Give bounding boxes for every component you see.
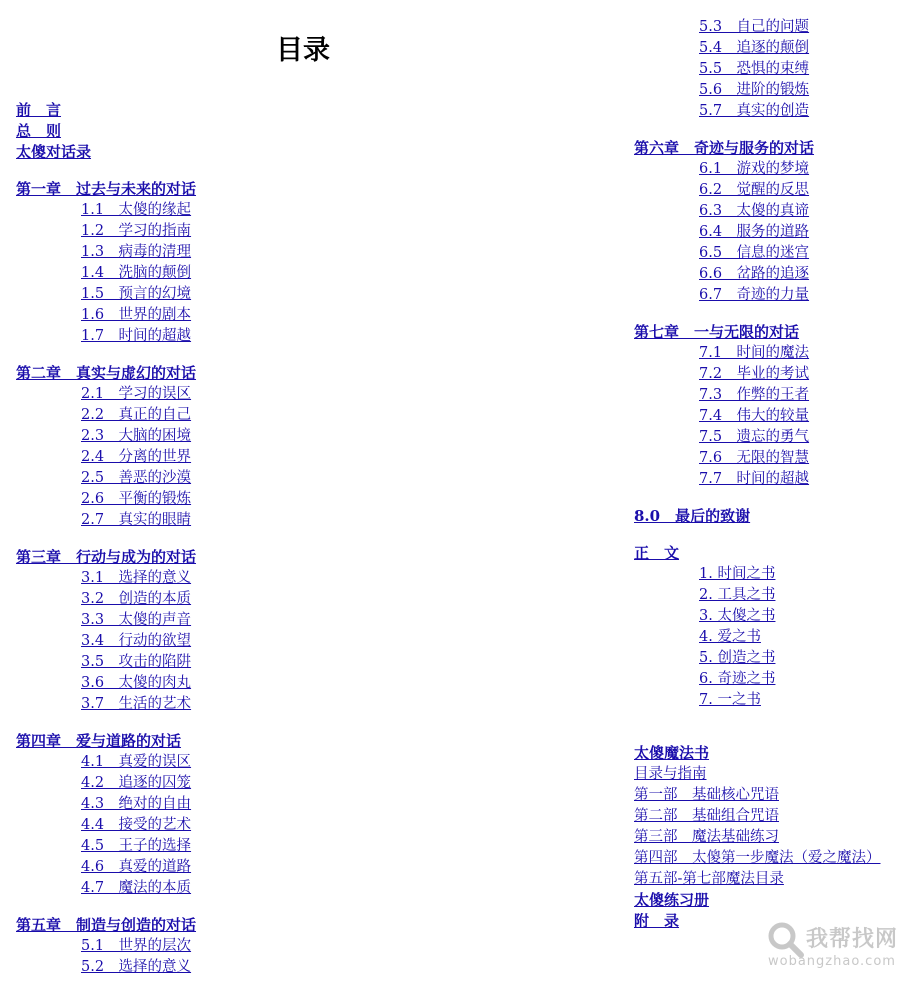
- toc-section-link[interactable]: 3.7 生活的艺术: [81, 696, 192, 712]
- toc-chapter-5-continued: [634, 17, 919, 122]
- toc-section-link[interactable]: 6.5 信息的迷宫: [699, 245, 810, 261]
- toc-link-preface[interactable]: 前 言: [16, 101, 62, 119]
- toc-magic-items: [634, 764, 919, 890]
- toc-section-link[interactable]: 2. 工具之书: [699, 587, 776, 603]
- toc-section-link[interactable]: 3.2 创造的本质: [81, 591, 192, 607]
- toc-section-link[interactable]: 1.4 洗脑的颠倒: [81, 265, 192, 281]
- toc-section-link[interactable]: 2.2 真正的自己: [81, 407, 192, 423]
- toc-section-link[interactable]: 7.4 伟大的较量: [699, 408, 810, 424]
- toc-section-link[interactable]: 4.5 王子的选择: [81, 838, 192, 854]
- toc-section-link[interactable]: 3.3 太傻的声音: [81, 612, 192, 628]
- toc-chapter-heading[interactable]: 正 文: [634, 544, 680, 562]
- toc-link-general[interactable]: 总 则: [16, 122, 62, 140]
- toc-section-link[interactable]: 6.4 服务的道路: [699, 224, 810, 240]
- watermark-text: 我帮找网: [806, 927, 899, 952]
- toc-section-link[interactable]: 5.4 追逐的颠倒: [699, 40, 810, 56]
- toc-chapter-heading[interactable]: 第二章 真实与虚幻的对话: [16, 364, 197, 382]
- toc-magic-item-link[interactable]: 第三部 魔法基础练习: [634, 829, 779, 845]
- toc-section-link[interactable]: 2.4 分离的世界: [81, 449, 192, 465]
- toc-section-link[interactable]: 3.4 行动的欲望: [81, 633, 192, 649]
- toc-chapter-7: [634, 322, 919, 490]
- toc-section-link[interactable]: 6.6 岔路的追逐: [699, 266, 810, 282]
- toc-section-link[interactable]: 1. 时间之书: [699, 566, 776, 582]
- toc-section-link[interactable]: 2.5 善恶的沙漠: [81, 470, 192, 486]
- toc-section-link[interactable]: 4.2 追逐的囚笼: [81, 775, 192, 791]
- toc-link-magic-book[interactable]: 太傻魔法书: [634, 744, 710, 762]
- toc-section-link[interactable]: 5.2 选择的意义: [81, 959, 192, 975]
- toc-section-link[interactable]: 7. 一之书: [699, 692, 761, 708]
- toc-main-text: [634, 543, 919, 711]
- toc-section-link[interactable]: 5.6 进阶的锻炼: [699, 82, 810, 98]
- toc-section-link[interactable]: 4.7 魔法的本质: [81, 880, 192, 896]
- toc-section-link[interactable]: 7.2 毕业的考试: [699, 366, 810, 382]
- toc-magic-item-link[interactable]: 目录与指南: [634, 766, 707, 782]
- toc-section-link[interactable]: 4.3 绝对的自由: [81, 796, 192, 812]
- toc-chapter-heading[interactable]: 第五章 制造与创造的对话: [16, 916, 197, 934]
- toc-section-link[interactable]: 1.7 时间的超越: [81, 328, 192, 344]
- toc-section-link[interactable]: 6.2 觉醒的反思: [699, 182, 810, 198]
- toc-section-link[interactable]: 5.3 自己的问题: [699, 19, 810, 35]
- toc-section-link[interactable]: 5. 创造之书: [699, 650, 776, 666]
- toc-section-link[interactable]: 5.7 真实的创造: [699, 103, 810, 119]
- toc-chapter-3: [16, 547, 576, 715]
- toc-section-link[interactable]: 6.3 太傻的真谛: [699, 203, 810, 219]
- toc-section-link[interactable]: 1.5 预言的幻境: [81, 286, 192, 302]
- toc-section-link[interactable]: 7.5 遗忘的勇气: [699, 429, 810, 445]
- toc-section-link[interactable]: 7.6 无限的智慧: [699, 450, 810, 466]
- toc-link-appendix[interactable]: 附 录: [634, 912, 680, 930]
- toc-chapter-1: [16, 179, 576, 347]
- toc-section-link[interactable]: 6.7 奇迹的力量: [699, 287, 810, 303]
- toc-section-link[interactable]: 7.7 时间的超越: [699, 471, 810, 487]
- toc-section-link[interactable]: 5.1 世界的层次: [81, 938, 192, 954]
- toc-section-link[interactable]: 3.6 太傻的肉丸: [81, 675, 192, 691]
- toc-section-link[interactable]: 4. 爱之书: [699, 629, 761, 645]
- toc-section-link[interactable]: 1.1 太傻的缘起: [81, 202, 192, 218]
- toc-section-link[interactable]: 4.1 真爱的误区: [81, 754, 192, 770]
- toc-section-link[interactable]: 2.7 真实的眼睛: [81, 512, 192, 528]
- toc-section-link[interactable]: 6. 奇迹之书: [699, 671, 776, 687]
- toc-link-dialogue[interactable]: 太傻对话录: [16, 143, 92, 161]
- toc-section-link[interactable]: 6.1 游戏的梦境: [699, 161, 810, 177]
- toc-section-link[interactable]: 2.1 学习的误区: [81, 386, 192, 402]
- toc-chapter-heading[interactable]: 第四章 爱与道路的对话: [16, 732, 182, 750]
- toc-chapter-2: [16, 363, 576, 531]
- toc-section-link[interactable]: 2.3 大脑的困境: [81, 428, 192, 444]
- toc-link-thanks[interactable]: 8.0 最后的致谢: [634, 507, 751, 525]
- watermark: [766, 918, 916, 978]
- toc-magic-item-link[interactable]: 第一部 基础核心咒语: [634, 787, 779, 803]
- toc-section-link[interactable]: 7.1 时间的魔法: [699, 345, 810, 361]
- watermark-url: wobangzhao.com: [768, 954, 896, 969]
- toc-section-link[interactable]: 3.1 选择的意义: [81, 570, 192, 586]
- toc-section-link[interactable]: 1.3 病毒的清理: [81, 244, 192, 260]
- toc-section-link[interactable]: 3.5 攻击的陷阱: [81, 654, 192, 670]
- toc-section-link[interactable]: 7.3 作弊的王者: [699, 387, 810, 403]
- toc-right-column: [634, 17, 919, 932]
- toc-magic-item-link[interactable]: 第二部 基础组合咒语: [634, 808, 779, 824]
- toc-section-link[interactable]: 4.6 真爱的道路: [81, 859, 192, 875]
- toc-section-link[interactable]: 3. 太傻之书: [699, 608, 776, 624]
- page-title: 目录: [276, 35, 330, 66]
- toc-section-link[interactable]: 4.4 接受的艺术: [81, 817, 192, 833]
- toc-chapter-heading[interactable]: 第一章 过去与未来的对话: [16, 180, 197, 198]
- toc-section-link[interactable]: 2.6 平衡的锻炼: [81, 491, 192, 507]
- toc-chapter-6: [634, 138, 919, 306]
- toc-chapter-heading[interactable]: 第六章 奇迹与服务的对话: [634, 139, 815, 157]
- toc-chapter-4: [16, 731, 576, 899]
- toc-magic-item-link[interactable]: 第四部 太傻第一步魔法（爱之魔法）: [634, 850, 881, 866]
- toc-chapter-heading[interactable]: 第三章 行动与成为的对话: [16, 548, 197, 566]
- toc-chapter-5: [16, 915, 576, 978]
- toc-link-workbook[interactable]: 太傻练习册: [634, 891, 710, 909]
- toc-magic-item-link[interactable]: 第五部-第七部魔法目录: [634, 871, 784, 887]
- toc-section-link[interactable]: 1.2 学习的指南: [81, 223, 192, 239]
- toc-section-link[interactable]: 5.5 恐惧的束缚: [699, 61, 810, 77]
- toc-chapter-heading[interactable]: 第七章 一与无限的对话: [634, 323, 800, 341]
- toc-left-column: [16, 100, 576, 978]
- toc-section-link[interactable]: 1.6 世界的剧本: [81, 307, 192, 323]
